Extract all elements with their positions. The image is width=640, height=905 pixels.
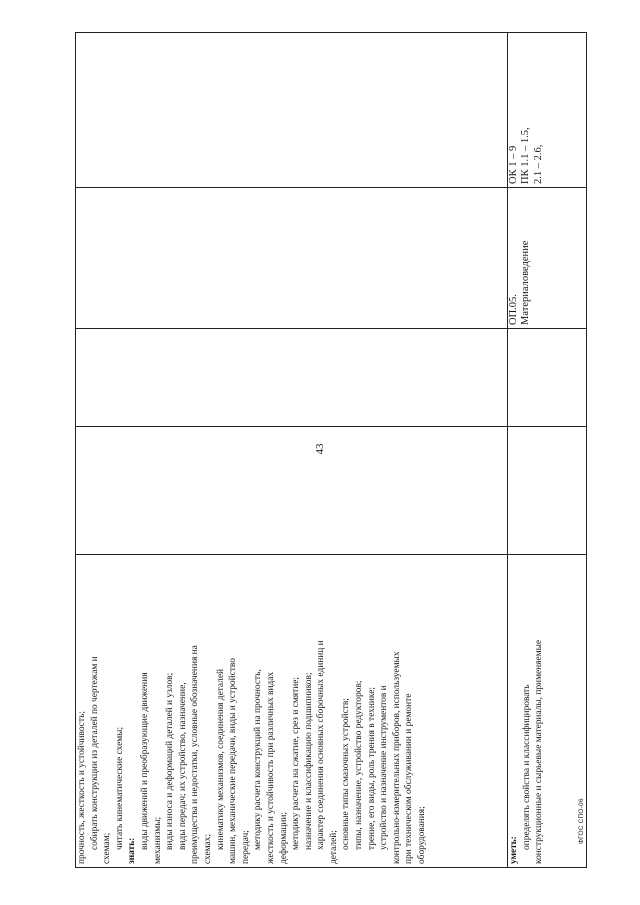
page-number: 43 [314, 443, 326, 455]
competence-cell [508, 33, 587, 188]
content-line: методику расчета конструкций на прочность, [253, 669, 264, 850]
competence-line: 2.1 – 2.6, [532, 144, 544, 184]
competence-line: ПК 1.1 – 1.5, [520, 127, 532, 184]
content-line: конструкционные и сырьевые материалы, применяемые [534, 639, 545, 864]
content-line: схемах; [202, 834, 213, 864]
content-line: прочность, жесткость и устойчивость; [77, 711, 87, 864]
content-line: трение, его виды, роль трения в технике; [366, 687, 377, 850]
content-line: жесткость и устойчивость при различных видах [265, 671, 276, 864]
discipline-code: ОП.05. [508, 294, 519, 325]
content-line: методику расчета на сжатие, срез и смятие; [291, 677, 302, 850]
discipline-title: Материаловедение [520, 240, 532, 325]
content-line: деформации; [278, 811, 289, 864]
competence-line: ОК 1 – 9 [508, 145, 519, 184]
content-line: при техническом обслуживании и ремонте [404, 693, 415, 864]
content-cell [76, 555, 508, 868]
discipline-index-cell [76, 188, 508, 329]
content-line: виды движений и преобразующие движения [139, 672, 150, 850]
content-line: собирать конструкции из деталей по чертежам и [89, 656, 100, 850]
content-line: устройство и назначение инструментов и [379, 685, 390, 850]
content-line: оборудования; [417, 806, 428, 864]
content-lines-row1 [76, 558, 429, 864]
content-line: механизмы; [152, 816, 163, 864]
content-line: характер соединения основных сборочных единиц и [316, 640, 327, 850]
hours-max-cell [508, 427, 587, 555]
content-line: основные типы смазочных устройств; [341, 698, 352, 850]
content-line: назначение и классификацию подшипников; [303, 672, 314, 850]
hours-max-cell [76, 427, 508, 555]
content-line: уметь: [509, 836, 519, 864]
content-line: машин, механические передачи, виды и устройство [228, 658, 239, 864]
content-line: виды передач; их устройство, назначение, [177, 682, 188, 850]
content-line: читать кинематические схемы; [114, 726, 125, 850]
content-cell [508, 555, 587, 868]
content-line: типы, назначение, устройство редукторов; [354, 680, 365, 850]
competence-cell [76, 33, 508, 188]
content-lines-row2 [508, 558, 546, 864]
table-row [508, 33, 587, 868]
content-line: деталей; [328, 830, 339, 864]
content-line: определять свойства и классифицировать [521, 684, 532, 850]
hours-obligatory-cell [76, 329, 508, 427]
footer-code: ФГОС СПО-06 [578, 798, 585, 844]
discipline-index-cell [508, 188, 587, 329]
content-line: схемам; [102, 832, 113, 864]
content-line: преимущества и недостатки, условные обозначения на [190, 645, 201, 864]
standard-table-rotated [75, 33, 586, 868]
hours-obligatory-cell [508, 329, 587, 427]
table-row [76, 33, 508, 868]
standard-table [75, 32, 587, 868]
content-line: знать: [127, 837, 138, 864]
content-line: контрольно-измерительных приборов, используемых [391, 651, 402, 864]
content-line: виды износа и деформаций деталей и узлов; [165, 672, 176, 850]
content-line: кинематику механизмов, соединения деталей [215, 668, 226, 850]
content-line: передач; [240, 830, 251, 864]
